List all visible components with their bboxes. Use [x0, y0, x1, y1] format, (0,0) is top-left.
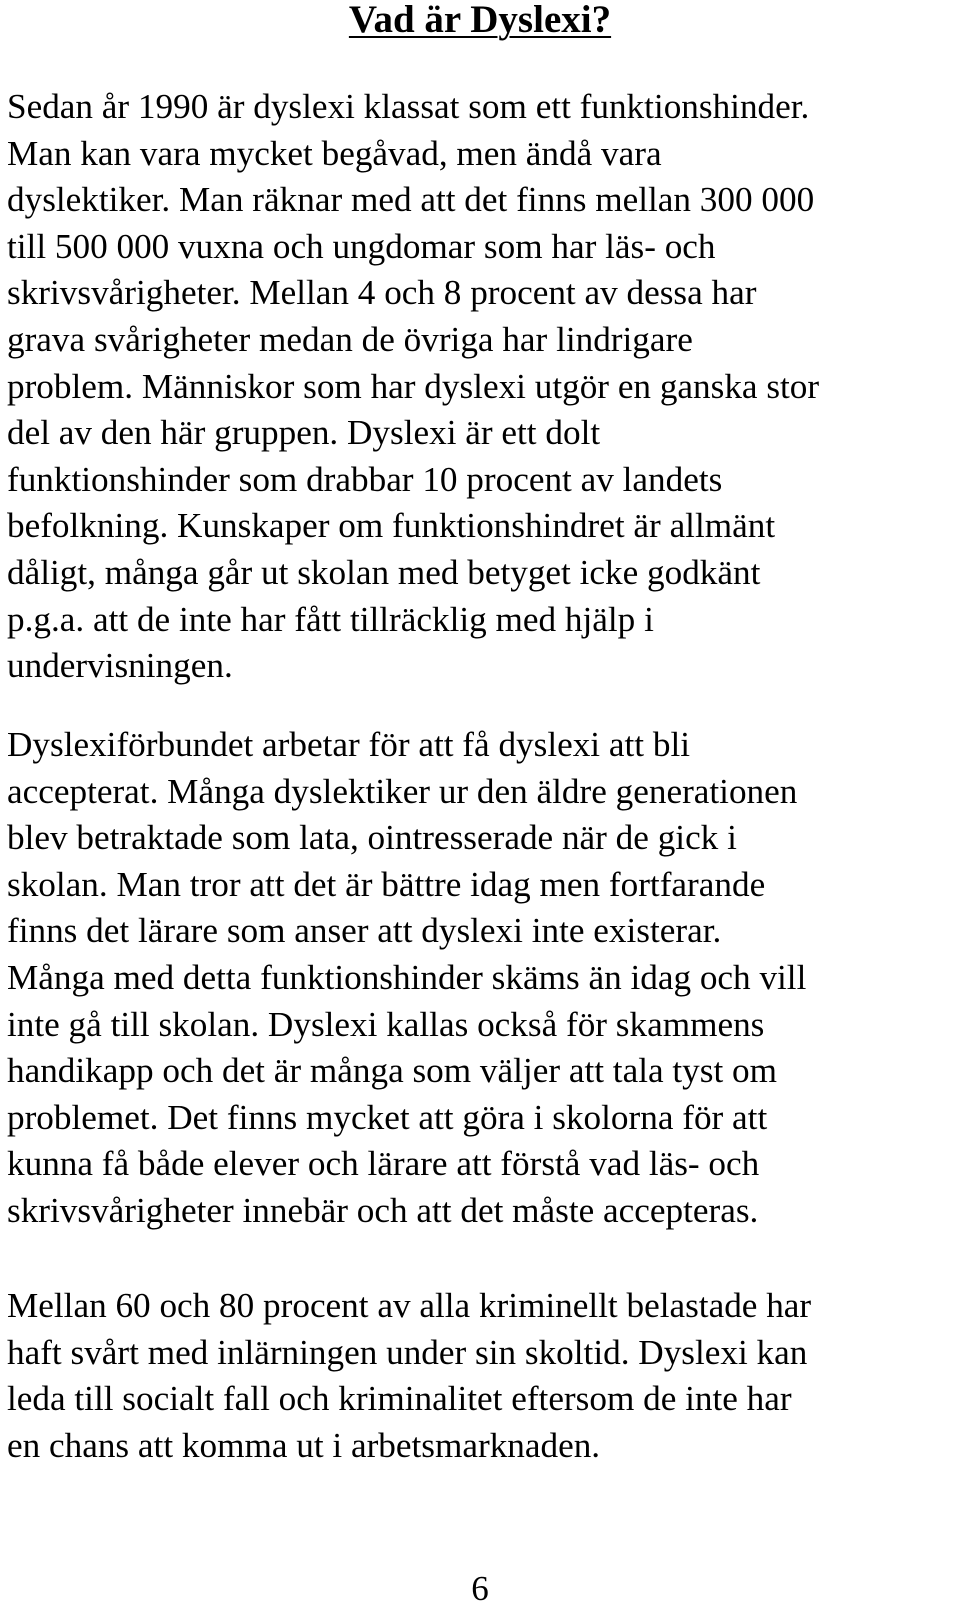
text-line: skrivsvårigheter. Mellan 4 och 8 procent av dessa har — [7, 273, 757, 313]
text-line: Man kan vara mycket begåvad, men ändå vara — [7, 133, 662, 173]
page-number: 6 — [471, 1569, 489, 1608]
text-line: dåligt, många går ut skolan med betyget icke godkänt — [7, 552, 761, 592]
text-line: Dyslexiförbundet arbetar för att få dyslexi att bli — [7, 725, 690, 764]
paragraph-dyslexia-definition — [7, 84, 947, 690]
text-line: finns det lärare som anser att dyslexi inte existerar. — [7, 911, 722, 951]
text-line: accepterat. Många dyslektiker ur den äldre generationen — [7, 771, 798, 811]
text-line: leda till socialt fall och kriminalitet eftersom de inte har — [7, 1379, 792, 1419]
text-line: till 500 000 vuxna och ungdomar som har läs- och — [7, 226, 716, 266]
text-line: Många med detta funktionshinder skäms än idag och vill — [7, 957, 807, 997]
text-line: Sedan år 1990 är dyslexi klassat som ett funktionshinder. — [7, 87, 810, 126]
text-line: handikapp och det är många som väljer att tala tyst om — [7, 1051, 777, 1091]
text-line: inte gå till skolan. Dyslexi kallas också för skammens — [7, 1004, 765, 1044]
text-line: en chans att komma ut i arbetsmarknaden. — [7, 1425, 601, 1465]
text-line: grava svårigheter medan de övriga har lindrigare — [7, 319, 693, 359]
page-title: Vad är Dyslexi? — [348, 0, 612, 41]
text-line: p.g.a. att de inte har fått tillräcklig med hjälp i — [7, 599, 654, 639]
text-line: befolkning. Kunskaper om funktionshindret är allmänt — [7, 506, 776, 546]
text-line: dyslektiker. Man räknar med att det finns mellan 300 000 — [7, 180, 815, 220]
text-line: kunna få både elever och lärare att förstå vad läs- och — [7, 1144, 760, 1184]
text-line: problem. Människor som har dyslexi utgör en ganska stor — [7, 366, 820, 406]
text-line: funktionshinder som drabbar 10 procent av landets — [7, 459, 723, 499]
text-line: skolan. Man tror att det är bättre idag men fortfarande — [7, 864, 766, 904]
text-line: blev betraktade som lata, ointresserade när de gick i — [7, 818, 737, 858]
text-line: Mellan 60 och 80 procent av alla kriminellt belastade har — [7, 1286, 812, 1325]
paragraph-dyslexia-association — [7, 722, 947, 1235]
text-line: undervisningen. — [7, 646, 233, 686]
text-line: haft svårt med inlärningen under sin skoltid. Dyslexi kan — [7, 1332, 808, 1372]
text-line: del av den här gruppen. Dyslexi är ett dolt — [7, 413, 601, 453]
text-line: problemet. Det finns mycket att göra i skolorna för att — [7, 1097, 768, 1137]
text-line: skrivsvårigheter innebär och att det måste accepteras. — [7, 1190, 759, 1230]
paragraph-criminality — [7, 1283, 947, 1469]
